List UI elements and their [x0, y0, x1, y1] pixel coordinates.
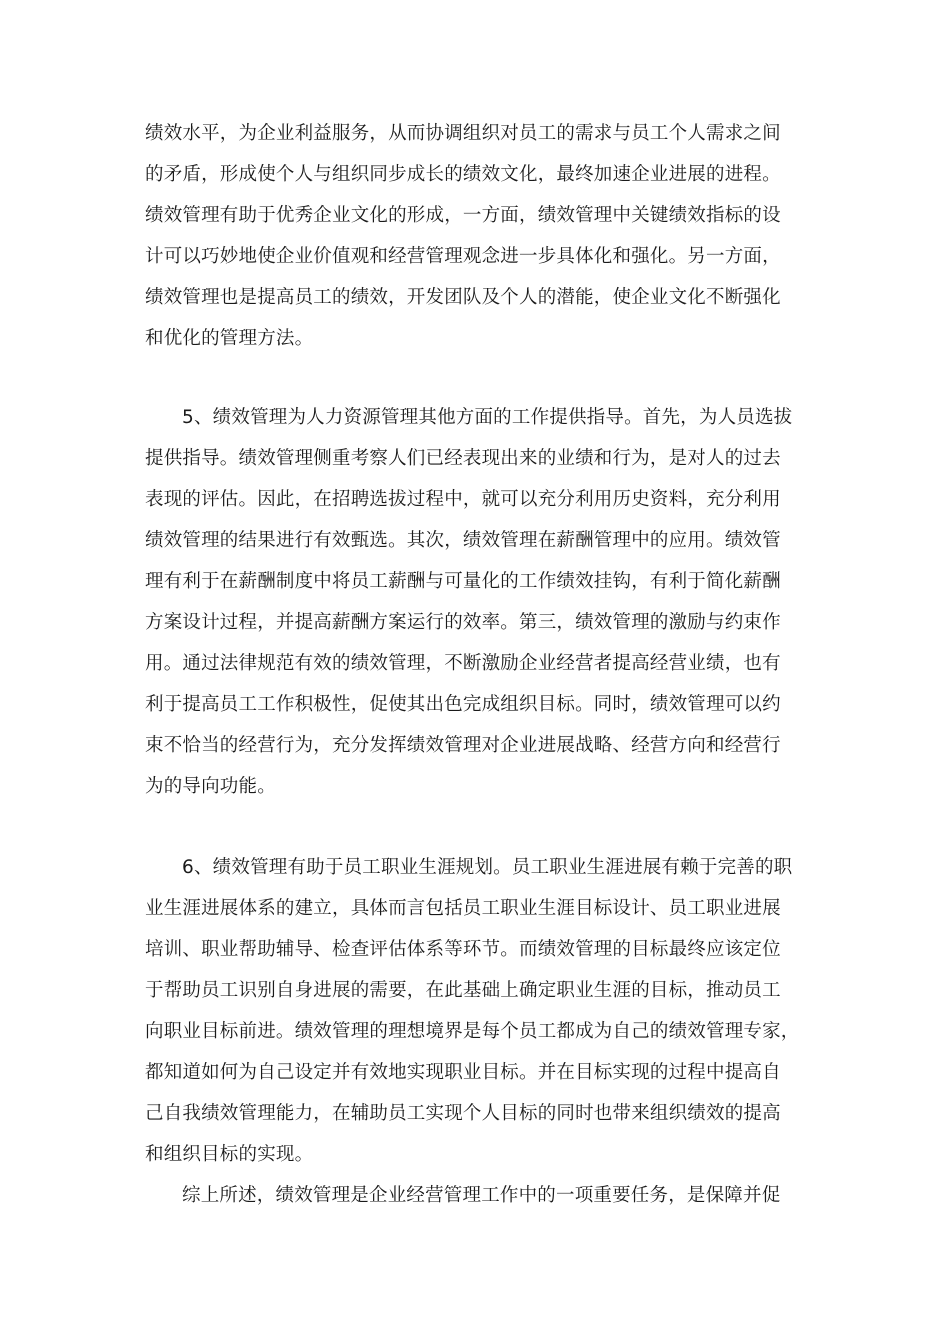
text-line: 培训、职业帮助辅导、检查评估体系等环节。而绩效管理的目标最终应该定位 [145, 939, 781, 960]
text-line: 绩效管理有助于优秀企业文化的形成，一方面，绩效管理中关键绩效指标的设 [145, 205, 781, 226]
text-line-first: 5、绩效管理为人力资源管理其他方面的工作提供指导。首先，为人员选拔 [182, 407, 793, 428]
text-line: 绩效管理也是提高员工的绩效，开发团队及个人的潜能，使企业文化不断强化 [145, 287, 781, 308]
paragraph-continuation [145, 113, 805, 359]
text-line: 于帮助员工识别自身进展的需要，在此基础上确定职业生涯的目标，推动员工 [145, 980, 781, 1001]
text-line: 计可以巧妙地使企业价值观和经营管理观念进一步具体化和强化。另一方面， [145, 246, 781, 267]
text-line: 束不恰当的经营行为，充分发挥绩效管理对企业进展战略、经营方向和经营行 [145, 735, 781, 756]
text-line: 的矛盾，形成使个人与组织同步成长的绩效文化，最终加速企业进展的进程。 [145, 164, 781, 185]
text-line: 方案设计过程，并提高薪酬方案运行的效率。第三，绩效管理的激励与约束作 [145, 612, 781, 633]
text-line: 绩效水平，为企业利益服务，从而协调组织对员工的需求与员工个人需求之间 [145, 123, 781, 144]
text-line: 和组织目标的实现。 [145, 1144, 314, 1165]
text-line: 都知道如何为自己设定并有效地实现职业目标。并在目标实现的过程中提高自 [145, 1062, 781, 1083]
text-line: 己自我绩效管理能力，在辅助员工实现个人目标的同时也带来组织绩效的提高 [145, 1103, 781, 1124]
text-line: 向职业目标前进。绩效管理的理想境界是每个员工都成为自己的绩效管理专家， [145, 1021, 800, 1042]
text-line: 用。通过法律规范有效的绩效管理，不断激励企业经营者提高经营业绩，也有 [145, 653, 781, 674]
text-line-first: 6、绩效管理有助于员工职业生涯规划。员工职业生涯进展有赖于完善的职 [182, 857, 793, 878]
text-line: 业生涯进展体系的建立，具体而言包括员工职业生涯目标设计、员工职业进展 [145, 898, 781, 919]
text-line: 绩效管理的结果进行有效甄选。其次，绩效管理在薪酬管理中的应用。绩效管 [145, 530, 781, 551]
text-line: 提供指导。绩效管理侧重考察人们已经表现出来的业绩和行为，是对人的过去 [145, 448, 781, 469]
text-line: 表现的评估。因此，在招聘选拔过程中，就可以充分利用历史资料，充分利用 [145, 489, 781, 510]
text-line: 为的导向功能。 [145, 776, 276, 797]
paragraph-item-5 [145, 397, 805, 807]
text-line: 理有利于在薪酬制度中将员工薪酬与可量化的工作绩效挂钩，有利于简化薪酬 [145, 571, 781, 592]
summary-line: 综上所述，绩效管理是企业经营管理工作中的一项重要任务，是保障并促 [182, 1185, 781, 1206]
text-line: 和优化的管理方法。 [145, 328, 314, 349]
paragraph-item-6 [145, 847, 805, 1216]
text-line: 利于提高员工工作积极性，促使其出色完成组织目标。同时，绩效管理可以约 [145, 694, 781, 715]
